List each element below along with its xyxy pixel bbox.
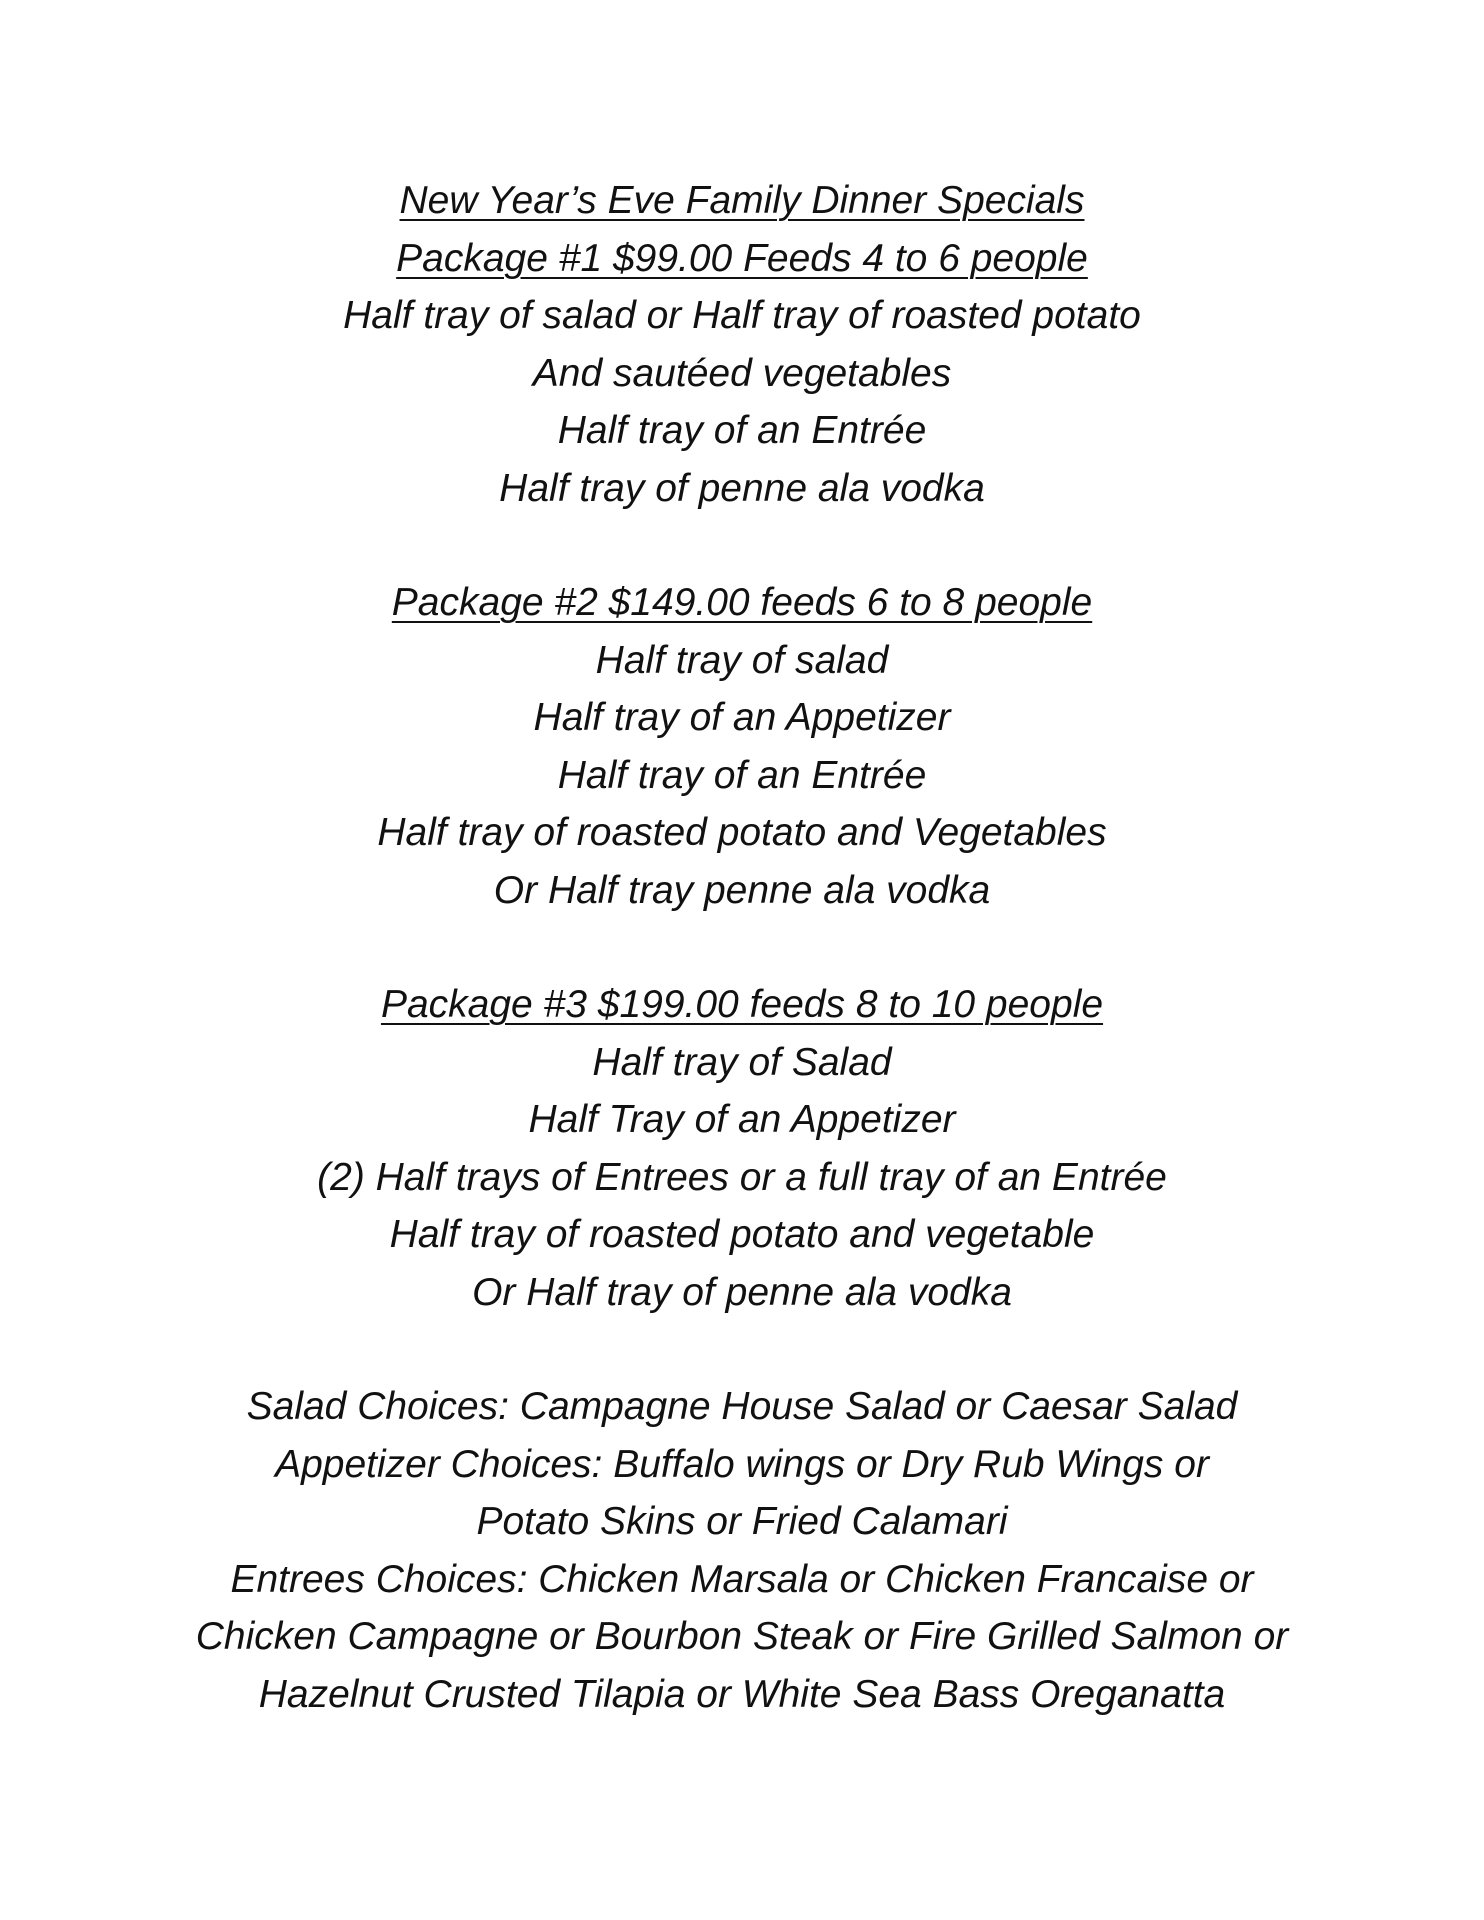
salad-choices: Salad Choices: Campagne House Salad or Caesar Salad: [246, 1385, 1238, 1428]
choices-section: [0, 1378, 1484, 1723]
page-title: New Year’s Eve Family Dinner Specials: [399, 179, 1085, 222]
package-1-section: [0, 172, 1484, 517]
package-2-item: Half tray of roasted potato and Vegetables: [377, 811, 1107, 854]
package-3-item: Half tray of roasted potato and vegetable: [389, 1213, 1095, 1256]
entree-choices-continued: Hazelnut Crusted Tilapia or White Sea Bass Oreganatta: [258, 1672, 1226, 1716]
package-2-section: [0, 574, 1484, 919]
package-1-item: Half tray of salad or Half tray of roasted potato: [343, 294, 1141, 337]
package-1-item: Half tray of an Entrée: [557, 409, 927, 452]
package-2-heading: Package #2 $149.00 feeds 6 to 8 people: [391, 581, 1093, 624]
package-3-heading: Package #3 $199.00 feeds 8 to 10 people: [380, 983, 1104, 1026]
package-3-item: (2) Half trays of Entrees or a full tray of an Entrée: [317, 1155, 1167, 1199]
package-1-item: Half tray of penne ala vodka: [499, 466, 985, 510]
package-2-item: Or Half tray penne ala vodka: [493, 868, 991, 912]
package-1-heading: Package #1 $99.00 Feeds 4 to 6 people: [396, 236, 1088, 280]
package-3-section: [0, 976, 1484, 1321]
package-1-item: And sautéed vegetables: [532, 351, 952, 395]
package-3-item: Half tray of Salad: [592, 1040, 892, 1084]
package-2-item: Half tray of an Entrée: [557, 753, 927, 797]
entree-choices-continued: Chicken Campagne or Bourbon Steak or Fire Grilled Salmon or: [195, 1615, 1289, 1658]
package-2-item: Half tray of salad: [595, 638, 889, 682]
package-3-item: Or Half tray of penne ala vodka: [472, 1270, 1012, 1314]
entree-choices: Entrees Choices: Chicken Marsala or Chicken Francaise or: [230, 1557, 1254, 1601]
appetizer-choices: Appetizer Choices: Buffalo wings or Dry Rub Wings or: [275, 1442, 1209, 1486]
package-2-item: Half tray of an Appetizer: [533, 696, 951, 739]
appetizer-choices-continued: Potato Skins or Fried Calamari: [476, 1500, 1008, 1543]
package-3-item: Half Tray of an Appetizer: [528, 1098, 956, 1141]
